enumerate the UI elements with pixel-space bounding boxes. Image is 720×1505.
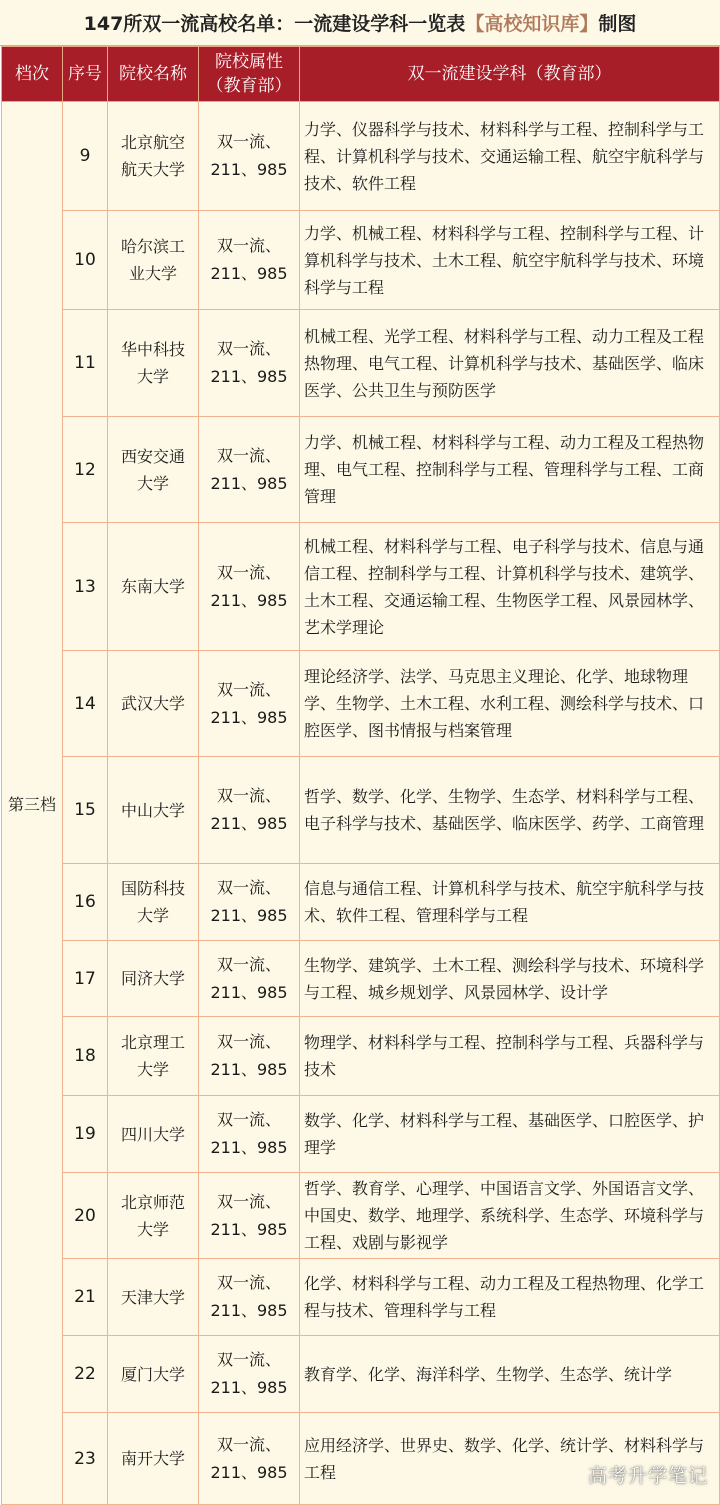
school-name: 中山大学: [108, 757, 199, 864]
school-name: 东南大学: [108, 523, 199, 651]
school-name: 哈尔滨工业大学: [108, 211, 199, 310]
attr-line2: 211、985: [210, 1219, 288, 1239]
school-attributes: [199, 417, 300, 523]
school-name: 北京理工大学: [108, 1017, 199, 1096]
attr-line1: 双一流、: [216, 786, 281, 805]
subject-list: 化学、材料科学与工程、动力工程及工程热物理、化学工程与技术、管理科学与工程: [300, 1259, 720, 1336]
attr-line2: 211、985: [210, 264, 288, 283]
attr-line2: 211、985: [210, 707, 288, 727]
school-attributes: [199, 1017, 300, 1096]
row-number: 15: [63, 757, 108, 864]
subject-list: 机械工程、光学工程、材料科学与工程、动力工程及工程热物理、电气工程、计算机科学与技术、基础医学、临床医学、公共卫生与预防医学: [300, 310, 720, 417]
school-attributes: [199, 1173, 300, 1259]
attr-line2: 211、985: [210, 1462, 288, 1482]
header-attr-line1: 院校属性: [215, 52, 283, 72]
header-tier: 档次: [2, 47, 63, 102]
school-name: 国防科技大学: [108, 864, 199, 941]
attr-line2: 211、985: [210, 1378, 288, 1397]
subject-list: 数学、化学、材料科学与工程、基础医学、口腔医学、护理学: [300, 1096, 720, 1173]
table-row: [2, 1017, 720, 1096]
title-suffix: 制图: [598, 13, 637, 35]
table-row: [2, 417, 720, 523]
row-number: 14: [63, 651, 108, 757]
attr-line1: 双一流、: [216, 445, 281, 465]
table-row: [2, 1173, 720, 1259]
subject-list: 教育学、化学、海洋科学、生物学、生态学、统计学: [300, 1336, 720, 1413]
school-attributes: [199, 102, 300, 211]
attr-line2: 211、985: [210, 160, 288, 179]
attr-line1: 双一流、: [216, 1350, 281, 1369]
attr-line1: 双一流、: [216, 1434, 281, 1454]
attr-line1: 双一流、: [216, 1191, 281, 1211]
attr-line2: 211、985: [210, 982, 288, 1002]
row-number: 18: [63, 1017, 108, 1096]
table-row: [2, 864, 720, 941]
school-attributes: [199, 757, 300, 864]
attr-line1: 双一流、: [216, 1273, 281, 1292]
subject-list: 物理学、材料科学与工程、控制科学与工程、兵器科学与技术: [300, 1017, 720, 1096]
school-name: 西安交通大学: [108, 417, 199, 523]
subject-list: 力学、机械工程、材料科学与工程、动力工程及工程热物理、电气工程、控制科学与工程、管理科学与工程、工商管理: [300, 417, 720, 523]
school-name: 同济大学: [108, 941, 199, 1017]
attr-line2: 211、985: [210, 906, 288, 925]
attr-line1: 双一流、: [216, 1110, 281, 1129]
attr-line1: 双一流、: [216, 236, 281, 255]
table-row: [2, 102, 720, 211]
attr-line2: 211、985: [210, 1060, 288, 1079]
table-row: [2, 757, 720, 864]
row-number: 10: [63, 211, 108, 310]
title-bracket: 【高校知识库】: [465, 13, 599, 35]
school-name: 四川大学: [108, 1096, 199, 1173]
school-attributes: [199, 1413, 300, 1505]
attr-line1: 双一流、: [216, 339, 281, 358]
row-number: 23: [63, 1413, 108, 1505]
attr-line2: 211、985: [210, 473, 288, 493]
school-name: 北京师范大学: [108, 1173, 199, 1259]
tier-cell: 第三档: [2, 102, 63, 1505]
school-name: 南开大学: [108, 1413, 199, 1505]
attr-line1: 双一流、: [216, 954, 281, 974]
school-attributes: [199, 211, 300, 310]
table-row: [2, 1096, 720, 1173]
school-name: 华中科技大学: [108, 310, 199, 417]
row-number: 13: [63, 523, 108, 651]
school-name: 武汉大学: [108, 651, 199, 757]
row-number: 21: [63, 1259, 108, 1336]
school-attributes: [199, 523, 300, 651]
header-subjects: 双一流建设学科（教育部）: [300, 47, 720, 102]
school-name: 厦门大学: [108, 1336, 199, 1413]
title-main: 147所双一流高校名单：一流建设学科一览表: [83, 13, 466, 35]
attr-line2: 211、985: [210, 590, 288, 610]
table-header-row: [2, 47, 720, 102]
table-row: [2, 211, 720, 310]
row-number: 22: [63, 1336, 108, 1413]
school-name: 北京航空航天大学: [108, 102, 199, 211]
header-name: 院校名称: [108, 47, 199, 102]
row-number: 17: [63, 941, 108, 1017]
subject-list: 力学、机械工程、材料科学与工程、控制科学与工程、计算机科学与技术、土木工程、航空宇航科学与技术、环境科学与工程: [300, 211, 720, 310]
subject-list: 生物学、建筑学、土木工程、测绘科学与技术、环境科学与工程、城乡规划学、风景园林学、设计学: [300, 941, 720, 1017]
subject-list: 应用经济学、世界史、数学、化学、统计学、材料科学与工程: [300, 1413, 720, 1505]
header-attr: [199, 47, 300, 102]
attr-line2: 211、985: [210, 1301, 288, 1320]
header-no: 序号: [63, 47, 108, 102]
attr-line1: 双一流、: [216, 679, 281, 699]
attr-line1: 双一流、: [216, 562, 281, 582]
attr-line1: 双一流、: [216, 132, 281, 151]
school-attributes: [199, 941, 300, 1017]
subject-list: 哲学、教育学、心理学、中国语言文学、外国语言文学、中国史、数学、地理学、系统科学、生态学、环境科学与工程、戏剧与影视学: [300, 1173, 720, 1259]
attr-line2: 211、985: [210, 367, 288, 386]
discipline-table: [1, 46, 720, 1505]
subject-list: 信息与通信工程、计算机科学与技术、航空宇航科学与技术、软件工程、管理科学与工程: [300, 864, 720, 941]
subject-list: 哲学、数学、化学、生物学、生态学、材料科学与工程、电子科学与技术、基础医学、临床医学、药学、工商管理: [300, 757, 720, 864]
row-number: 11: [63, 310, 108, 417]
watermark: 高考升学笔记: [587, 1465, 708, 1487]
table-row: [2, 1336, 720, 1413]
attr-line1: 双一流、: [216, 878, 281, 897]
table-row: [2, 651, 720, 757]
attr-line1: 双一流、: [216, 1032, 281, 1051]
school-attributes: [199, 1336, 300, 1413]
school-attributes: [199, 864, 300, 941]
school-name: 天津大学: [108, 1259, 199, 1336]
table-row: [2, 523, 720, 651]
row-number: 19: [63, 1096, 108, 1173]
attr-line2: 211、985: [210, 1138, 288, 1157]
table-row: [2, 310, 720, 417]
header-attr-line2: （教育部）: [206, 76, 292, 96]
subject-list: 力学、仪器科学与技术、材料科学与工程、控制科学与工程、计算机科学与技术、交通运输工程、航空宇航科学与技术、软件工程: [300, 102, 720, 211]
table-row: [2, 1259, 720, 1336]
school-attributes: [199, 1259, 300, 1336]
table-row: [2, 1413, 720, 1505]
subject-list: 理论经济学、法学、马克思主义理论、化学、地球物理学、生物学、土木工程、水利工程、测绘科学与技术、口腔医学、图书情报与档案管理: [300, 651, 720, 757]
table-row: [2, 941, 720, 1017]
row-number: 20: [63, 1173, 108, 1259]
row-number: 16: [63, 864, 108, 941]
school-attributes: [199, 651, 300, 757]
row-number: 9: [63, 102, 108, 211]
row-number: 12: [63, 417, 108, 523]
subject-list: 机械工程、材料科学与工程、电子科学与技术、信息与通信工程、控制科学与工程、计算机科学与技术、建筑学、土木工程、交通运输工程、生物医学工程、风景园林学、艺术学理论: [300, 523, 720, 651]
page-title: [0, 0, 720, 46]
school-attributes: [199, 1096, 300, 1173]
school-attributes: [199, 310, 300, 417]
attr-line2: 211、985: [210, 814, 288, 833]
